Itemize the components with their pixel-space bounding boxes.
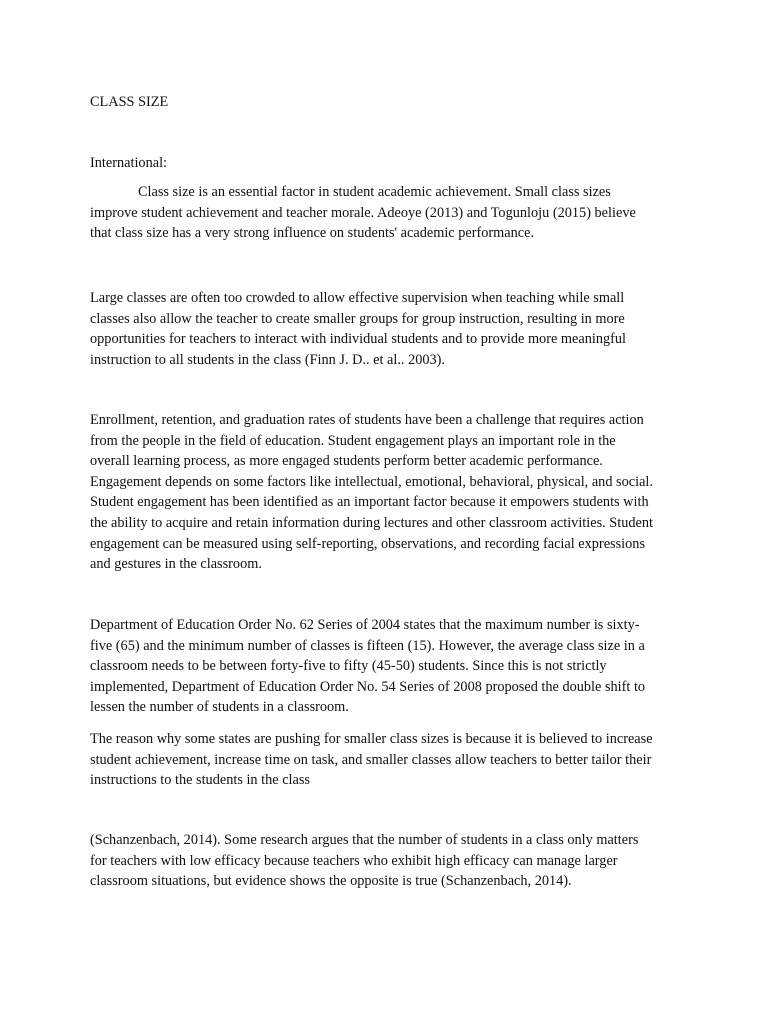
paragraph-smaller-class-sizes: The reason why some states are pushing for smaller class sizes is because it is believed to increase student achievement, increase time on task, and smaller classes allow teachers to better tailor their instructions to the students in the class [90,731,653,789]
paragraph-deped-order: Department of Education Order No. 62 Series of 2004 states that the maximum number is sixty-five (65) and the minimum number of classes is fifteen (15). However, the average class size in a classroom needs to be between forty-five to fifty (45-50) students. Since this is not strictly implemented, Department of Education Order No. 54 Series of 2008 proposed the double shift to lessen the number of students in a classroom. [90,617,646,716]
paragraph-student-engagement: Enrollment, retention, and graduation rates of students have been a challenge that requires action from the people in the field of education. Student engagement plays an important role in the overall learning process, as more engaged students perform better academic performance. Engagement depends on some factors like intellectual, emotional, behavioral, physical, and social. Student engagement has been identified as an important factor because it empowers students with the ability to acquire and retain information during lectures and other classroom activities. Student engagement can be measured using self-reporting, observations, and recording facial expressions and gestures in the classroom. [90,412,653,573]
document-page [90,92,658,890]
section-heading: International: [90,155,168,171]
paragraph-schanzenbach: (Schanzenbach, 2014). Some research argues that the number of students in a class only matters for teachers with low efficacy because teachers who exhibit high efficacy can manage larger classroom situations, but evidence shows the opposite is true (Schanzenbach, 2014). [90,832,639,890]
document-title: CLASS SIZE [90,94,169,110]
paragraph-large-classes: Large classes are often too crowded to allow effective supervision when teaching while small classes also allow the teacher to create smaller groups for group instruction, resulting in more opportunities for teachers to interact with individual students and to provide more meaningful instruction to all students in the class (Finn J. D.. et al.. 2003). [90,290,627,368]
paragraph-class-size-factor: Class size is an essential factor in student academic achievement. Small class sizes improve student achievement and teacher morale. Adeoye (2013) and Togunloju (2015) believe that class size has a very strong influence on students' academic performance. [90,184,636,242]
